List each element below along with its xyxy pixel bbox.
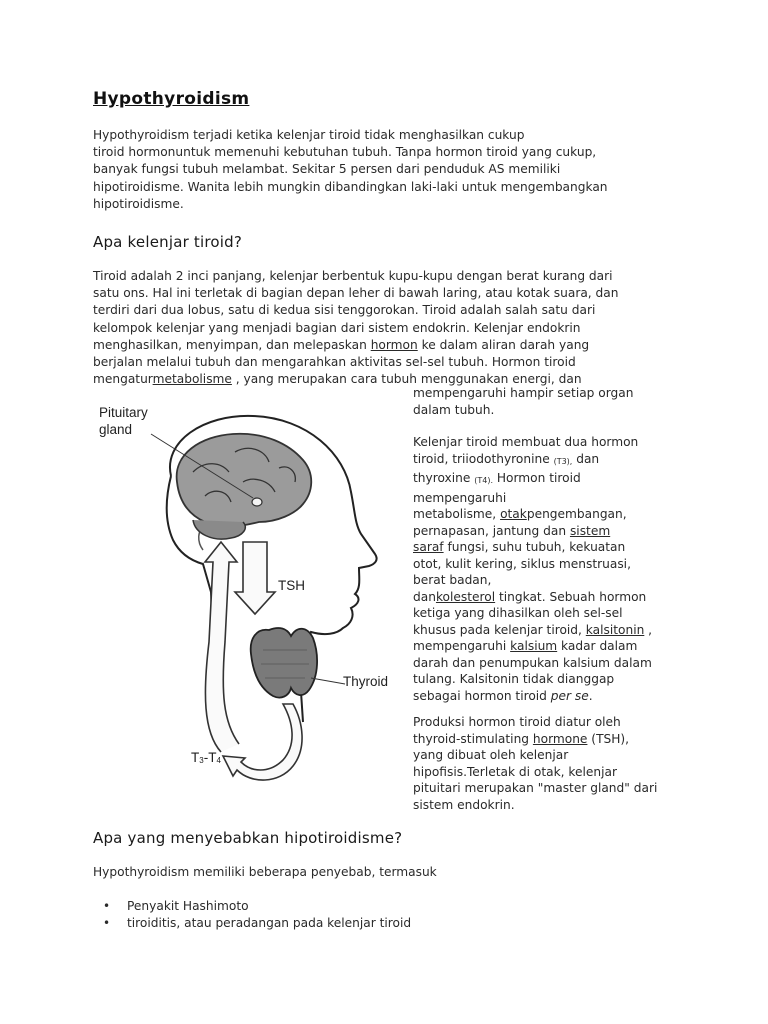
thyroid-diagram: [93, 392, 405, 802]
label-t3t4-part: -T: [203, 750, 217, 765]
link-sistem[interactable]: sistem: [569, 523, 611, 538]
text-span: khusus pada kelenjar tiroid,: [413, 622, 586, 637]
text-line: mempengaruhi: [413, 490, 507, 505]
page-title: Hypothyroidism: [93, 89, 250, 109]
link-otak[interactable]: otak: [500, 507, 527, 521]
text-span: thyroid-stimulating: [413, 731, 533, 746]
text-span: dan: [413, 589, 436, 604]
text-line: [413, 451, 681, 471]
text-line: hipofisis.Terletak di otak, kelenjar: [413, 764, 617, 779]
text-line: [413, 589, 681, 606]
subscript: (T4).: [474, 476, 494, 485]
link-kolesterol[interactable]: kolesterol: [435, 589, 496, 604]
subscript: (T3),: [553, 456, 573, 466]
text-line: hipotiroidisme. Wanita lebih mungkin dibandingkan laki-laki untuk mengembangkan: [93, 179, 608, 194]
text-line: mempengaruhi hampir setiap organ: [413, 386, 634, 400]
text-line: terdiri dari dua lobus, satu di kedua sisi tenggorokan. Tiroid adalah salah satu dari: [93, 303, 596, 318]
thyroid-paragraph: [93, 268, 683, 388]
text-line: [413, 506, 681, 523]
text-line: [413, 523, 681, 540]
text-span: mempengaruhi: [413, 639, 511, 653]
text-span: thyroxine: [413, 471, 475, 485]
causes-intro: Hypothyroidism memiliki beberapa penyebab, termasuk: [93, 865, 437, 879]
diagram-illustration: [93, 392, 405, 802]
text-line: dalam tubuh.: [413, 402, 495, 417]
text-line: sistem endokrin.: [413, 797, 515, 812]
causes-list: [93, 898, 411, 932]
section-heading-thyroid: Apa kelenjar tiroid?: [93, 233, 243, 251]
text-span: (TSH),: [587, 731, 630, 746]
text-line: berat badan,: [413, 573, 492, 587]
side-paragraph-1: [413, 385, 681, 418]
text-span: pernapasan, jantung dan: [413, 523, 570, 538]
link-metabolisme[interactable]: metabolisme: [152, 372, 232, 387]
text-line: banyak fungsi tubuh melambat. Sekitar 5 persen dari penduduk AS memiliki: [93, 162, 561, 177]
text-line: Kelenjar tiroid membuat dua hormon: [413, 435, 639, 449]
text-line: [413, 470, 681, 490]
label-pituitary-line: Pituitary: [99, 405, 148, 420]
label-pituitary: [99, 404, 148, 438]
text-line: yang dibuat oleh kelenjar: [413, 748, 569, 762]
text-span: .: [588, 688, 593, 703]
text-span: tingkat. Sebuah hormon: [495, 589, 647, 604]
text-line: [413, 688, 681, 705]
label-t3t4-sub: 3: [199, 756, 204, 765]
text-line: Hypothyroidism terjadi ketika kelenjar tiroid tidak menghasilkan cukup: [93, 128, 525, 142]
label-t3t4-part: T: [191, 750, 200, 765]
text-span: Hormon tiroid: [493, 471, 581, 485]
text-line: [413, 539, 681, 556]
side-paragraph-2: [413, 434, 681, 704]
link-kalsium[interactable]: kalsium: [510, 639, 558, 653]
list-item: • Penyakit Hashimoto: [93, 898, 411, 915]
text-line: tulang. Kalsitonin tidak dianggap: [413, 672, 615, 686]
label-t3t4-sub: 4: [216, 756, 221, 765]
text-line: hipotiroidisme.: [93, 196, 184, 211]
link-kalsitonin[interactable]: kalsitonin: [585, 622, 645, 637]
section-heading-causes: Apa yang menyebabkan hipotiroidisme?: [93, 829, 403, 847]
text-line: Produksi hormon tiroid diatur oleh: [413, 715, 621, 729]
text-line: [93, 337, 683, 354]
text-line: tiroid hormonuntuk memenuhi kebutuhan tubuh. Tanpa hormon tiroid yang cukup,: [93, 145, 597, 160]
text-span: dan: [572, 451, 600, 466]
text-span: tiroid, triiodothyronine: [413, 451, 554, 466]
link-saraf[interactable]: saraf: [413, 540, 444, 554]
text-span: fungsi, suhu tubuh, kekuatan: [443, 540, 626, 554]
text-line: [413, 638, 681, 655]
text-line: kelompok kelenjar yang menjadi bagian dari sistem endokrin. Kelenjar endokrin: [93, 320, 581, 335]
label-gland-line: gland: [99, 422, 133, 437]
side-paragraph-3: [413, 714, 681, 813]
link-hormone[interactable]: hormone: [532, 731, 588, 746]
link-hormon[interactable]: hormon: [370, 337, 418, 352]
label-t3-t4: [191, 750, 221, 765]
text-line: otot, kulit kering, siklus menstruasi,: [413, 556, 631, 571]
text-span: ke dalam aliran darah yang: [417, 337, 590, 352]
italic-text: per se: [550, 688, 589, 703]
intro-paragraph: [93, 127, 683, 213]
label-thyroid: Thyroid: [343, 674, 389, 689]
text-span: pengembangan,: [526, 507, 627, 521]
text-span: , yang merupakan cara tubuh menggunakan energi, dan: [231, 372, 582, 387]
text-line: ketiga yang dihasilkan oleh sel-sel: [413, 606, 623, 620]
text-line: darah dan penumpukan kalsium dalam: [413, 655, 652, 670]
text-line: satu ons. Hal ini terletak di bagian depan leher di bawah laring, atau kotak suara, dan: [93, 286, 619, 301]
text-span: metabolisme,: [413, 507, 501, 521]
list-item: • tiroiditis, atau peradangan pada kelenjar tiroid: [93, 915, 411, 932]
text-line: berjalan melalui tubuh dan mengarahkan aktivitas sel-sel tubuh. Hormon tiroid: [93, 355, 576, 370]
text-span: kadar dalam: [557, 639, 638, 653]
text-line: pituitari merupakan "master gland" dari: [413, 781, 658, 795]
text-line: [413, 622, 681, 639]
text-line: Tiroid adalah 2 inci panjang, kelenjar berbentuk kupu-kupu dengan berat kurang dari: [93, 269, 613, 283]
text-span: mengatur: [93, 372, 153, 387]
text-line: [413, 731, 681, 748]
label-tsh: TSH: [278, 578, 305, 593]
text-span: ,: [644, 622, 653, 637]
text-span: menghasilkan, menyimpan, dan melepaskan: [93, 337, 371, 352]
text-span: sebagai hormon tiroid: [413, 688, 551, 703]
